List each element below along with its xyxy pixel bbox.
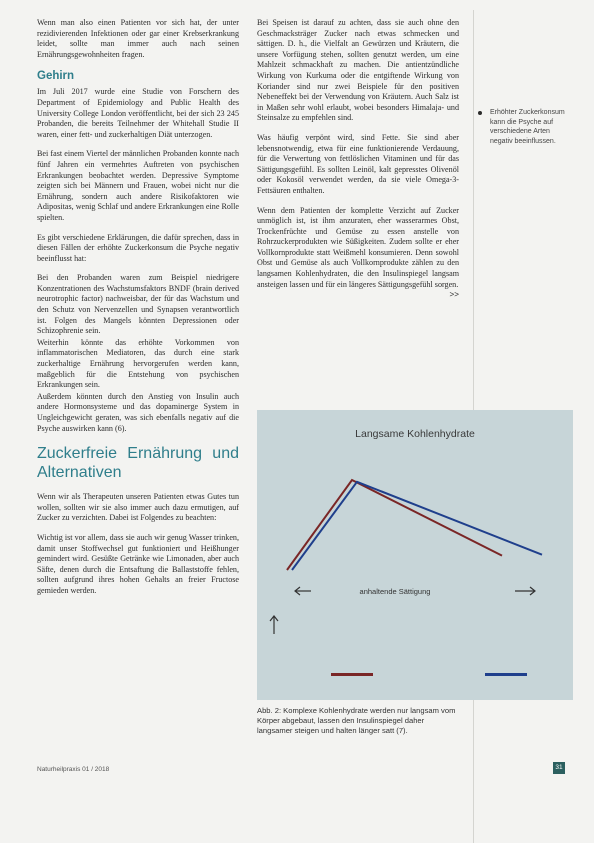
paragraph-inflammation: Weiterhin könnte das erhöhte Vorkommen von inflammatorischen Mediatoren, das durch eine stark zuckerhaltige Ernährung hervorgerufen werden kann, maßgeblich für die Entstehung von psychischen Erkrankungen sein. <box>37 337 239 390</box>
middle-column <box>257 18 459 301</box>
paragraph-explanations: Es gibt verschiedene Erklärungen, die dafür sprechen, dass in diesen Fällen der erhöhte Zuckerkonsum die Psyche negativ beeinflusst hat: <box>37 232 239 263</box>
left-column <box>37 18 239 606</box>
paragraph-therapists: Wenn wir als Therapeuten unseren Patienten etwas Gutes tun wollen, sollten wir sie also immer auch dazu ermutigen, auf Zucker zu verzichten. Dabei ist Folgendes zu beachten: <box>37 492 239 523</box>
steady-label: anhaltende Sättigung <box>359 587 431 596</box>
series-line-1 <box>287 480 502 570</box>
paragraph-alternatives <box>257 205 459 300</box>
steady-arrow-left-icon <box>295 587 311 595</box>
chart-legend <box>331 673 527 676</box>
page-number: 31 <box>553 762 565 774</box>
paragraph-symptoms: Bei fast einem Viertel der männlichen Probanden konnte nach fünf Jahren ein vermehrtes Auftreten von psychischen Erkrankungen beobachtet werden. Depressive Symptome zeigten sich bei Männern und Frauen, wobei nicht nur die Ernährung, sondern auch andere Risikofaktoren wie Adipositas, wenig Schlaf und andere Erkrankungen eine Rolle spielten. <box>37 149 239 222</box>
chart-svg <box>257 410 573 700</box>
heading-sugar-free: Zuckerfreie Ernährung und Alternativen <box>37 445 239 482</box>
paragraph-water: Wichtig ist vor allem, dass sie auch wir genug Wasser trinken, damit unser Stoffwechsel gut funktioniert und Heißhunger gemindert wird. Gesüßte Getränke wie Limonaden, aber auch Säfte, denen durch die Entsaftung die Ballaststoffe fehlen, sollten aufgrund ihres hohen Gehalts an freier Fructose gemieden werden. <box>37 532 239 595</box>
figure-caption: Abb. 2: Komplexe Kohlenhydrate werden nur langsam vom Körper abgebaut, lassen den Insulinspiegel daher langsamer steigen und halten länger satt (7). <box>257 706 456 735</box>
paragraph-study: Im Juli 2017 wurde eine Studie von Forschern des Department of Epidemiology and Public Health des University College London veröffentlicht, bei der sich 23 245 Probanden, die bereits Teilnehmer der Whitehall Studie II waren, einer fett- und zuckerhaltigen Diät unterzogen. <box>37 87 239 139</box>
alternatives-text: Wenn dem Patienten der komplette Verzicht auf Zucker unmöglich ist, ist ihm anzuraten, eher wasserarmes Obst, Trockenfrüchte und Gemüse zu essen anstelle von Rohrzuckerprodukten wie Süßigkeiten. Zudem sollte er eher Vollkornprodukte statt Weißmehl konsumieren. Denn sowohl Obst und Gemüse als auch Vollkornprodukte zählen zu den langsamen Kohlenhydraten, die den Insulinspiegel langsam ansteigen lassen und für ein längeres Sättigungsgefühl sorgen. <box>257 205 459 289</box>
chart-panel <box>257 410 573 700</box>
sidenote: Erhöhter Zuckerkonsum kann die Psyche auf verschiedene Arten negativ beeinflussen. <box>490 109 565 145</box>
steady-arrow-right-icon <box>515 587 535 595</box>
paragraph-bndf: Bei den Probanden waren zum Beispiel niedrigere Konzentrationen des Wachstumsfaktors BNDF (brain derived neurotrophic factor) nachweisbar, der für das Wachstum und den Schutz von Nervenzellen und Synapsen verantwortlich ist. Folgen des Mangels könnten Depressionen oder Schizophrenie sein. <box>37 273 239 336</box>
footer-journal: Naturheilpraxis 01 / 2018 <box>37 766 110 773</box>
legend-swatch-2 <box>485 673 527 676</box>
axis-up-arrow-icon <box>270 616 278 634</box>
paragraph-fats: Was häufig verpönt wird, sind Fette. Sie sind aber lebensnotwendig, etwa für eine funktionierende Verdauung, für die Verwertung von fettlöslichen Vitaminen und für das Sättigungsgefühl. Es sollten Leinöl, kalt gepresstes Olivenöl oder Kokosöl verwendet werden, da sie viele Omega-3-Fettsäuren enthalten. <box>257 132 459 195</box>
intro-paragraph: Wenn man also einen Patienten vor sich hat, der unter rezidivierenden Infektionen oder gar einer Krebserkrankung leidet, sollte man immer auch nach seinen Ernährungsgewohnheiten fragen. <box>37 18 239 59</box>
sidenote-bullet-icon <box>478 111 482 115</box>
heading-brain: Gehirn <box>37 70 75 83</box>
chart-title: Langsame Kohlenhydrate <box>355 428 475 440</box>
paragraph-spices: Bei Speisen ist darauf zu achten, dass sie auch ohne den Geschmacksträger Zucker nach etwas schmecken und sättigen. D. h., die Vielfalt an Gewürzen und Kräutern, die unsere Vorfügung stehen, sollten genutzt werden, um eine Mahlzeit schmackhaft zu machen. Die antientzündliche Wirkung von Kurkuma oder die entgiftende Wirkung von Koriander sind nur zwei Beispiele für den positiven Nebeneffekt bei der Verwendung von Kräutern. Auch Salz ist in Maßen sehr wohl erlaubt, wobei besonders Himalaja- und Steinsalze zu empfehlen sind. <box>257 18 459 123</box>
chart-lines <box>287 480 542 570</box>
paragraph-insulin: Außerdem könnten durch den Anstieg von Insulin auch andere Hormonsysteme und das dopaminerge System in Ungleichgewicht geraten, was sich ebenfalls negativ auf die Psyche auswirken kann (6). <box>37 391 239 433</box>
legend-swatch-1 <box>331 673 373 676</box>
continue-marker: >> <box>449 290 459 300</box>
series-line-2 <box>292 482 542 570</box>
